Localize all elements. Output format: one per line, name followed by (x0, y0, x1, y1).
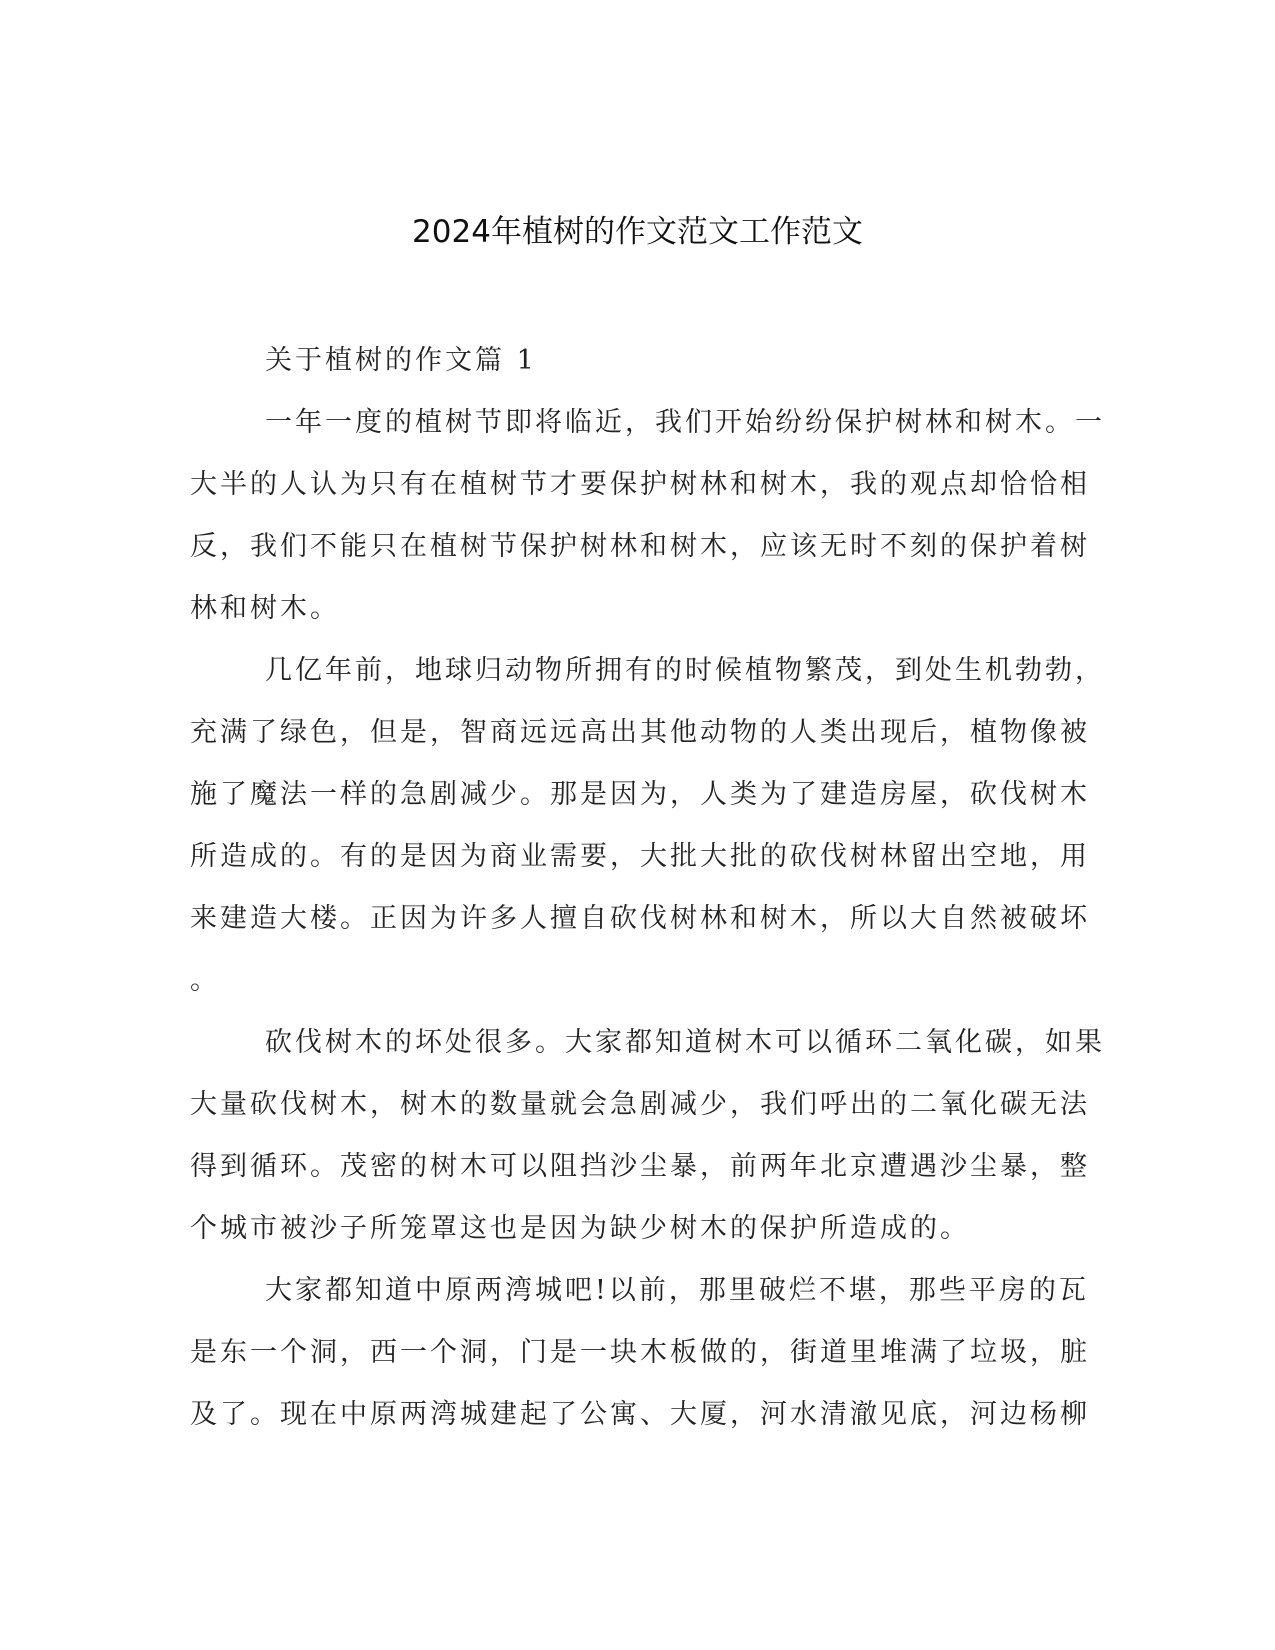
text-line: 充满了绿色，但是，智商远远高出其他动物的人类出现后，植物像被 (190, 717, 1090, 748)
text-line: 是东一个洞，西一个洞，门是一块木板做的，街道里堆满了垃圾，脏 (190, 1337, 1090, 1368)
document-body (190, 330, 1105, 1446)
text-line: 一年一度的植树节即将临近，我们开始纷纷保护树林和树木。一 (265, 407, 1105, 438)
text-line: 大半的人认为只有在植树节才要保护树林和树木，我的观点却恰恰相 (190, 469, 1090, 500)
text-line: 得到循环。茂密的树木可以阻挡沙尘暴，前两年北京遭遇沙尘暴，整 (190, 1151, 1090, 1182)
text-line: 林和树木。 (190, 593, 340, 624)
text-line: 几亿年前，地球归动物所拥有的时候植物繁茂，到处生机勃勃， (265, 655, 1105, 686)
text-line: 大量砍伐树木，树木的数量就会急剧减少，我们呼出的二氧化碳无法 (190, 1089, 1090, 1120)
text-line: 反，我们不能只在植树节保护树林和树木，应该无时不刻的保护着树 (190, 531, 1090, 562)
document-title: 2024年植树的作文范文工作范文 (412, 214, 863, 250)
text-line: 个城市被沙子所笼罩这也是因为缺少树木的保护所造成的。 (190, 1213, 970, 1244)
text-line: 。 (190, 965, 220, 996)
text-line: 砍伐树木的坏处很多。大家都知道树木可以循环二氧化碳，如果 (265, 1027, 1105, 1058)
text-line: 及了。现在中原两湾城建起了公寓、大厦，河水清澈见底，河边杨柳 (190, 1399, 1090, 1430)
text-line: 施了魔法一样的急剧减少。那是因为，人类为了建造房屋，砍伐树木 (190, 779, 1090, 810)
text-line: 关于植树的作文篇 1 (265, 345, 537, 376)
text-line: 大家都知道中原两湾城吧!以前，那里破烂不堪，那些平房的瓦 (265, 1275, 1089, 1306)
text-line: 所造成的。有的是因为商业需要，大批大批的砍伐树林留出空地，用 (190, 841, 1090, 872)
text-line: 来建造大楼。正因为许多人擅自砍伐树林和树木，所以大自然被破坏 (190, 903, 1090, 934)
